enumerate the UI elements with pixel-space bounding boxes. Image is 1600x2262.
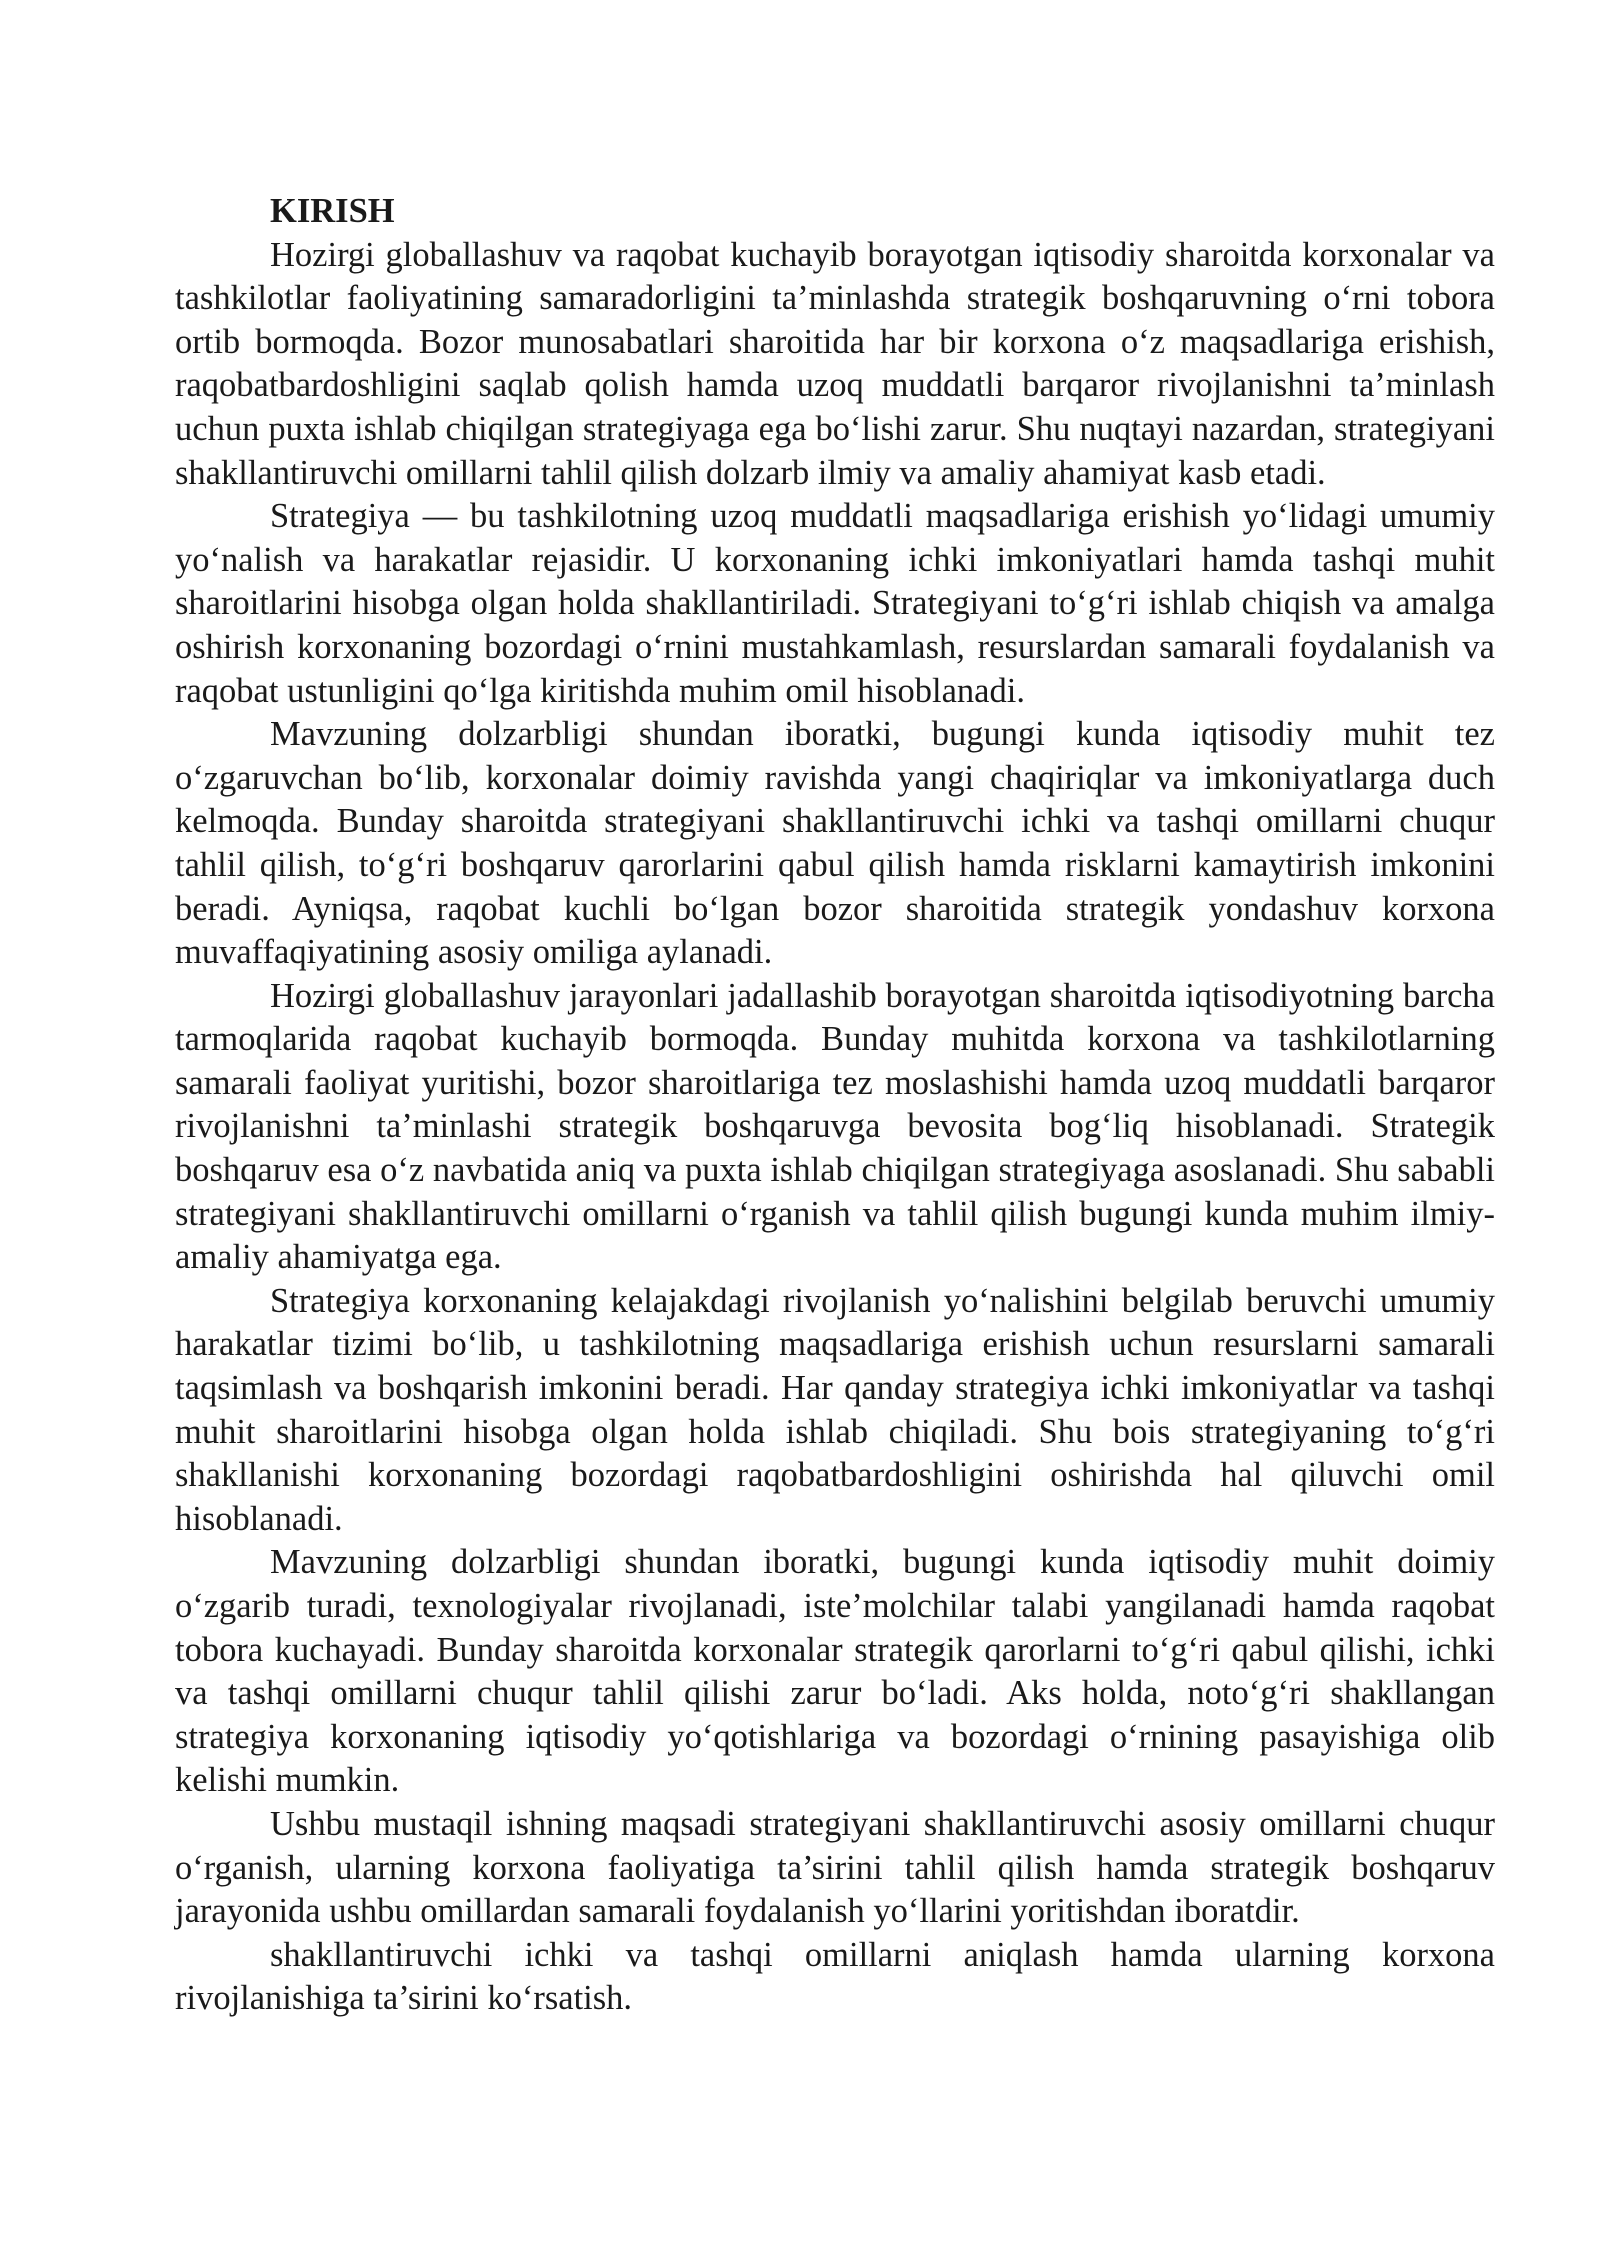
document-page: [175, 190, 1495, 2021]
paragraph: shakllantiruvchi ichki va tashqi omillarni aniqlash hamda ularning korxona rivojlanishiga ta’sirini ko‘rsatish.: [175, 1935, 1495, 2018]
paragraph: Hozirgi globallashuv jarayonlari jadallashib borayotgan sharoitda iqtisodiyotning barcha tarmoqlarida raqobat kuchayib bormoqda. Bunday muhitda korxona va tashkilotlarning samarali faoliyat yuritishi, bozor sharoitlariga tez moslashishi hamda uzoq muddatli barqaror rivojlanishni ta’minlashi strategik boshqaruvga bevosita bog‘liq hisoblanadi. Strategik boshqaruv esa o‘z navbatida aniq va puxta ishlab chiqilgan strategiyaga asoslanadi. Shu sababli strategiyani shakllantiruvchi omillarni o‘rganish va tahlil qilish bugungi kunda muhim ilmiy-amaliy ahamiyatga ega.: [175, 976, 1495, 1277]
paragraph: Mavzuning dolzarbligi shundan iboratki, bugungi kunda iqtisodiy muhit tez o‘zgaruvchan bo‘lib, korxonalar doimiy ravishda yangi chaqiriqlar va imkoniyatlarga duch kelmoqda. Bunday sharoitda strategiyani shakllantiruvchi ichki va tashqi omillarni chuqur tahlil qilish, to‘g‘ri boshqaruv qarorlarini qabul qilish hamda risklarni kamaytirish imkonini beradi. Ayniqsa, raqobat kuchli bo‘lgan bozor sharoitida strategik yondashuv korxona muvaffaqiyatining asosiy omiliga aylanadi.: [175, 715, 1495, 972]
paragraph: Ushbu mustaqil ishning maqsadi strategiyani shakllantiruvchi asosiy omillarni chuqur o‘rganish, ularning korxona faoliyatiga ta’sirini tahlil qilish hamda strategik boshqaruv jarayonida ushbu omillardan samarali foydalanish yo‘llarini yoritishdan iboratdir.: [175, 1804, 1495, 1931]
paragraph: Strategiya korxonaning kelajakdagi rivojlanish yo‘nalishini belgilab beruvchi umumiy harakatlar tizimi bo‘lib, u tashkilotning maqsadlariga erishish uchun resurslarni samarali taqsimlash va boshqarish imkonini beradi. Har qanday strategiya ichki imkoniyatlar va tashqi muhit sharoitlarini hisobga olgan holda ishlab chiqiladi. Shu bois strategiyaning to‘g‘ri shakllanishi korxonaning bozordagi raqobatbardoshligini oshirishda hal qiluvchi omil hisoblanadi.: [175, 1281, 1495, 1538]
paragraph: Hozirgi globallashuv va raqobat kuchayib borayotgan iqtisodiy sharoitda korxonalar va tashkilotlar faoliyatining samaradorligini ta’minlashda strategik boshqaruvning o‘rni tobora ortib bormoqda. Bozor munosabatlari sharoitida har bir korxona o‘z maqsadlariga erishish, raqobatbardoshligini saqlab qolish hamda uzoq muddatli barqaror rivojlanishni ta’minlash uchun puxta ishlab chiqilgan strategiyaga ega bo‘lishi zarur. Shu nuqtayi nazardan, strategiyani shakllantiruvchi omillarni tahlil qilish dolzarb ilmiy va amaliy ahamiyat kasb etadi.: [175, 235, 1495, 492]
paragraph: Mavzuning dolzarbligi shundan iboratki, bugungi kunda iqtisodiy muhit doimiy o‘zgarib turadi, texnologiyalar rivojlanadi, iste’molchilar talabi yangilanadi hamda raqobat tobora kuchayadi. Bunday sharoitda korxonalar strategik qarorlarni to‘g‘ri qabul qilishi, ichki va tashqi omillarni chuqur tahlil qilishi zarur bo‘ladi. Aks holda, noto‘g‘ri shakllangan strategiya korxonaning iqtisodiy yo‘qotishlariga va bozordagi o‘rnining pasayishiga olib kelishi mumkin.: [175, 1543, 1495, 1800]
paragraph: Strategiya — bu tashkilotning uzoq muddatli maqsadlariga erishish yo‘lidagi umumiy yo‘nalish va harakatlar rejasidir. U korxonaning ichki imkoniyatlari hamda tashqi muhit sharoitlarini hisobga olgan holda shakllantiriladi. Strategiyani to‘g‘ri ishlab chiqish va amalga oshirish korxonaning bozordagi o‘rnini mustahkamlash, resurslardan samarali foydalanish va raqobat ustunligini qo‘lga kiritishda muhim omil hisoblanadi.: [175, 497, 1495, 710]
section-heading: KIRISH: [270, 192, 395, 230]
